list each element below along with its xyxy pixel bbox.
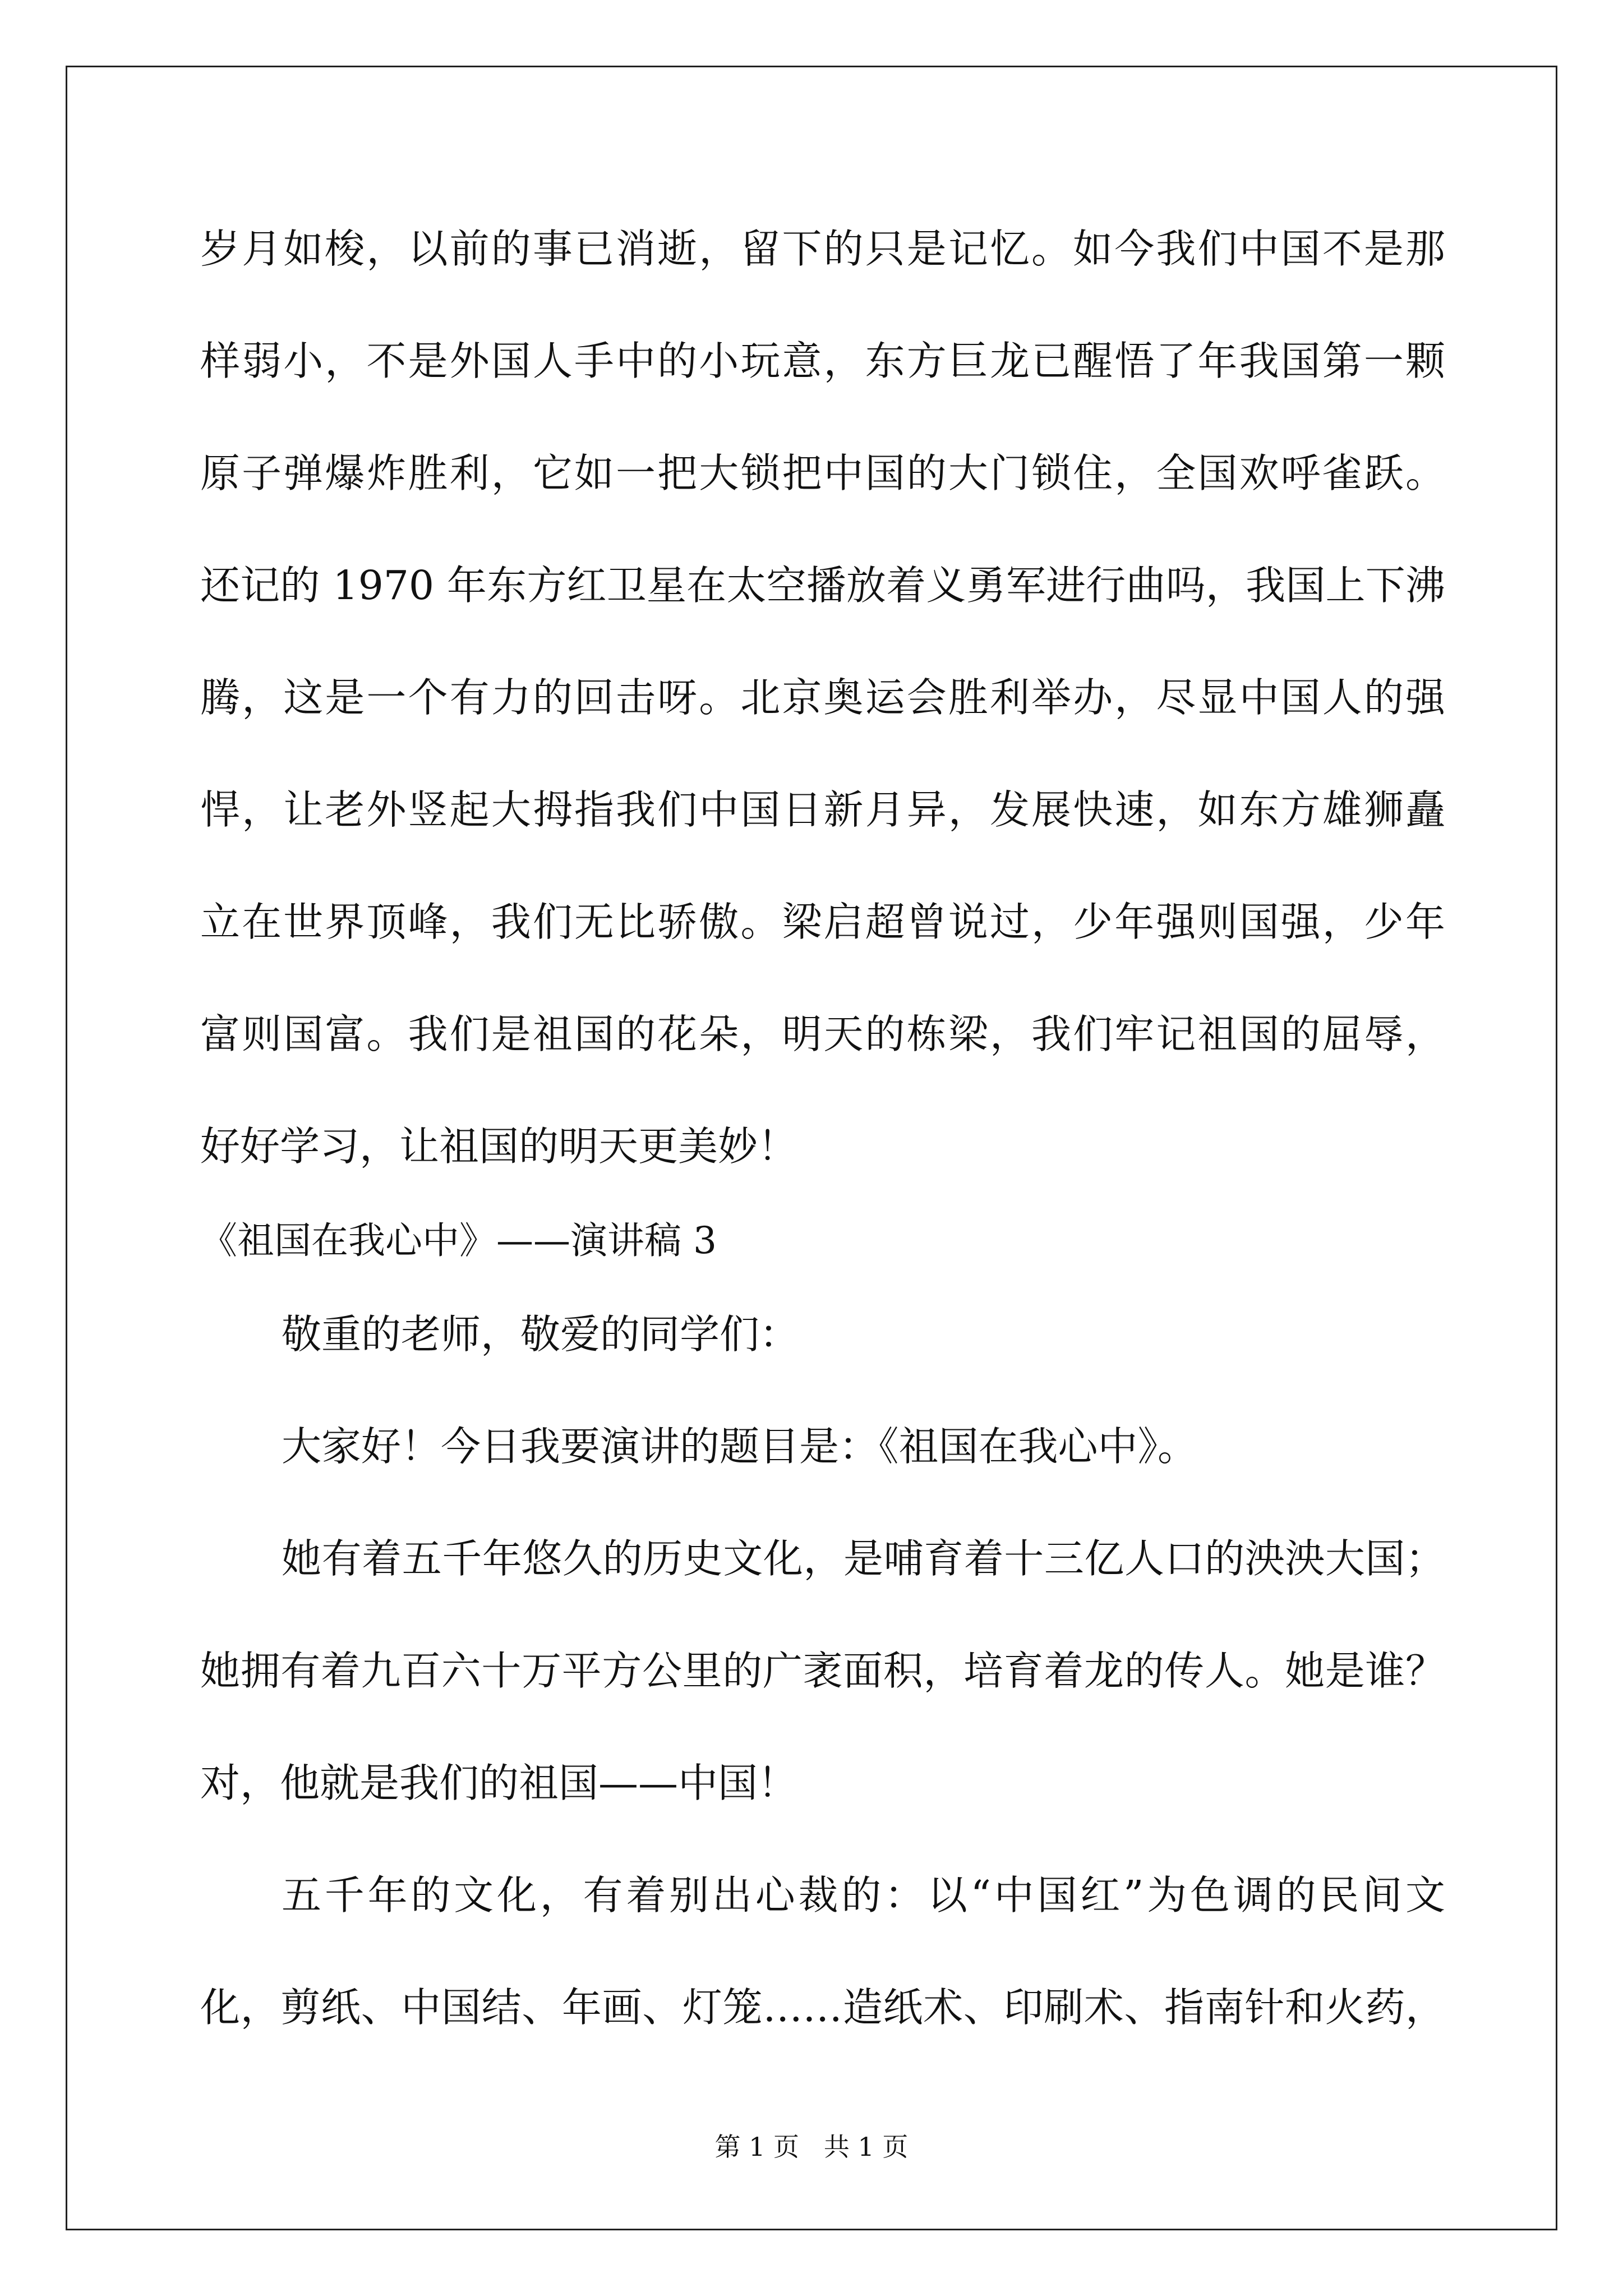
paragraph-line: 化，剪纸、中国结、年画、灯笼……造纸术、印刷术、指南针和火药， (200, 1984, 1445, 2031)
paragraph-line: 还记的 1970 年东方红卫星在太空播放着义勇军进行曲吗，我国上下沸 (200, 562, 1445, 609)
greeting: 敬重的老师，敬爱的同学们： (282, 1311, 800, 1358)
paragraph-line: 原子弹爆炸胜利，它如一把大锁把中国的大门锁住，全国欢呼雀跃。 (200, 450, 1445, 496)
page-footer: 第 1 页 共 1 页 (714, 2132, 909, 2162)
paragraph-line: 五千年的文化，有着别出心裁的：以“中国红”为色调的民间文 (282, 1872, 1445, 1918)
intro-line: 大家好！今日我要演讲的题目是：《祖国在我心中》。 (282, 1423, 1198, 1470)
paragraph-line: 腾，这是一个有力的回击呀。北京奥运会胜利举办，尽显中国人的强 (200, 674, 1445, 721)
section-title: 《祖国在我心中》——演讲稿 3 (200, 1219, 717, 1262)
paragraph-line: 好好学习，让祖国的明天更美妙！ (200, 1123, 798, 1170)
paragraph-line: 悍，让老外竖起大拇指我们中国日新月异，发展快速，如东方雄狮矗 (200, 786, 1445, 833)
paragraph-line: 她拥有着九百六十万平方公里的广袤面积，培育着龙的传人。她是谁？ (200, 1648, 1445, 1694)
paragraph-line: 她有着五千年悠久的历史文化，是哺育着十三亿人口的泱泱大国； (282, 1535, 1445, 1582)
paragraph-line: 样弱小，不是外国人手中的小玩意，东方巨龙已醒悟了年我国第一颗 (200, 338, 1445, 384)
paragraph-line: 对，他就是我们的祖国——中国！ (200, 1760, 798, 1806)
paragraph-line: 立在世界顶峰，我们无比骄傲。梁启超曾说过，少年强则国强，少年 (200, 899, 1445, 945)
paragraph-line: 岁月如梭，以前的事已消逝，留下的只是记忆。如今我们中国不是那 (200, 226, 1445, 272)
paragraph-line: 富则国富。我们是祖国的花朵，明天的栋梁，我们牢记祖国的屈辱， (200, 1011, 1445, 1057)
